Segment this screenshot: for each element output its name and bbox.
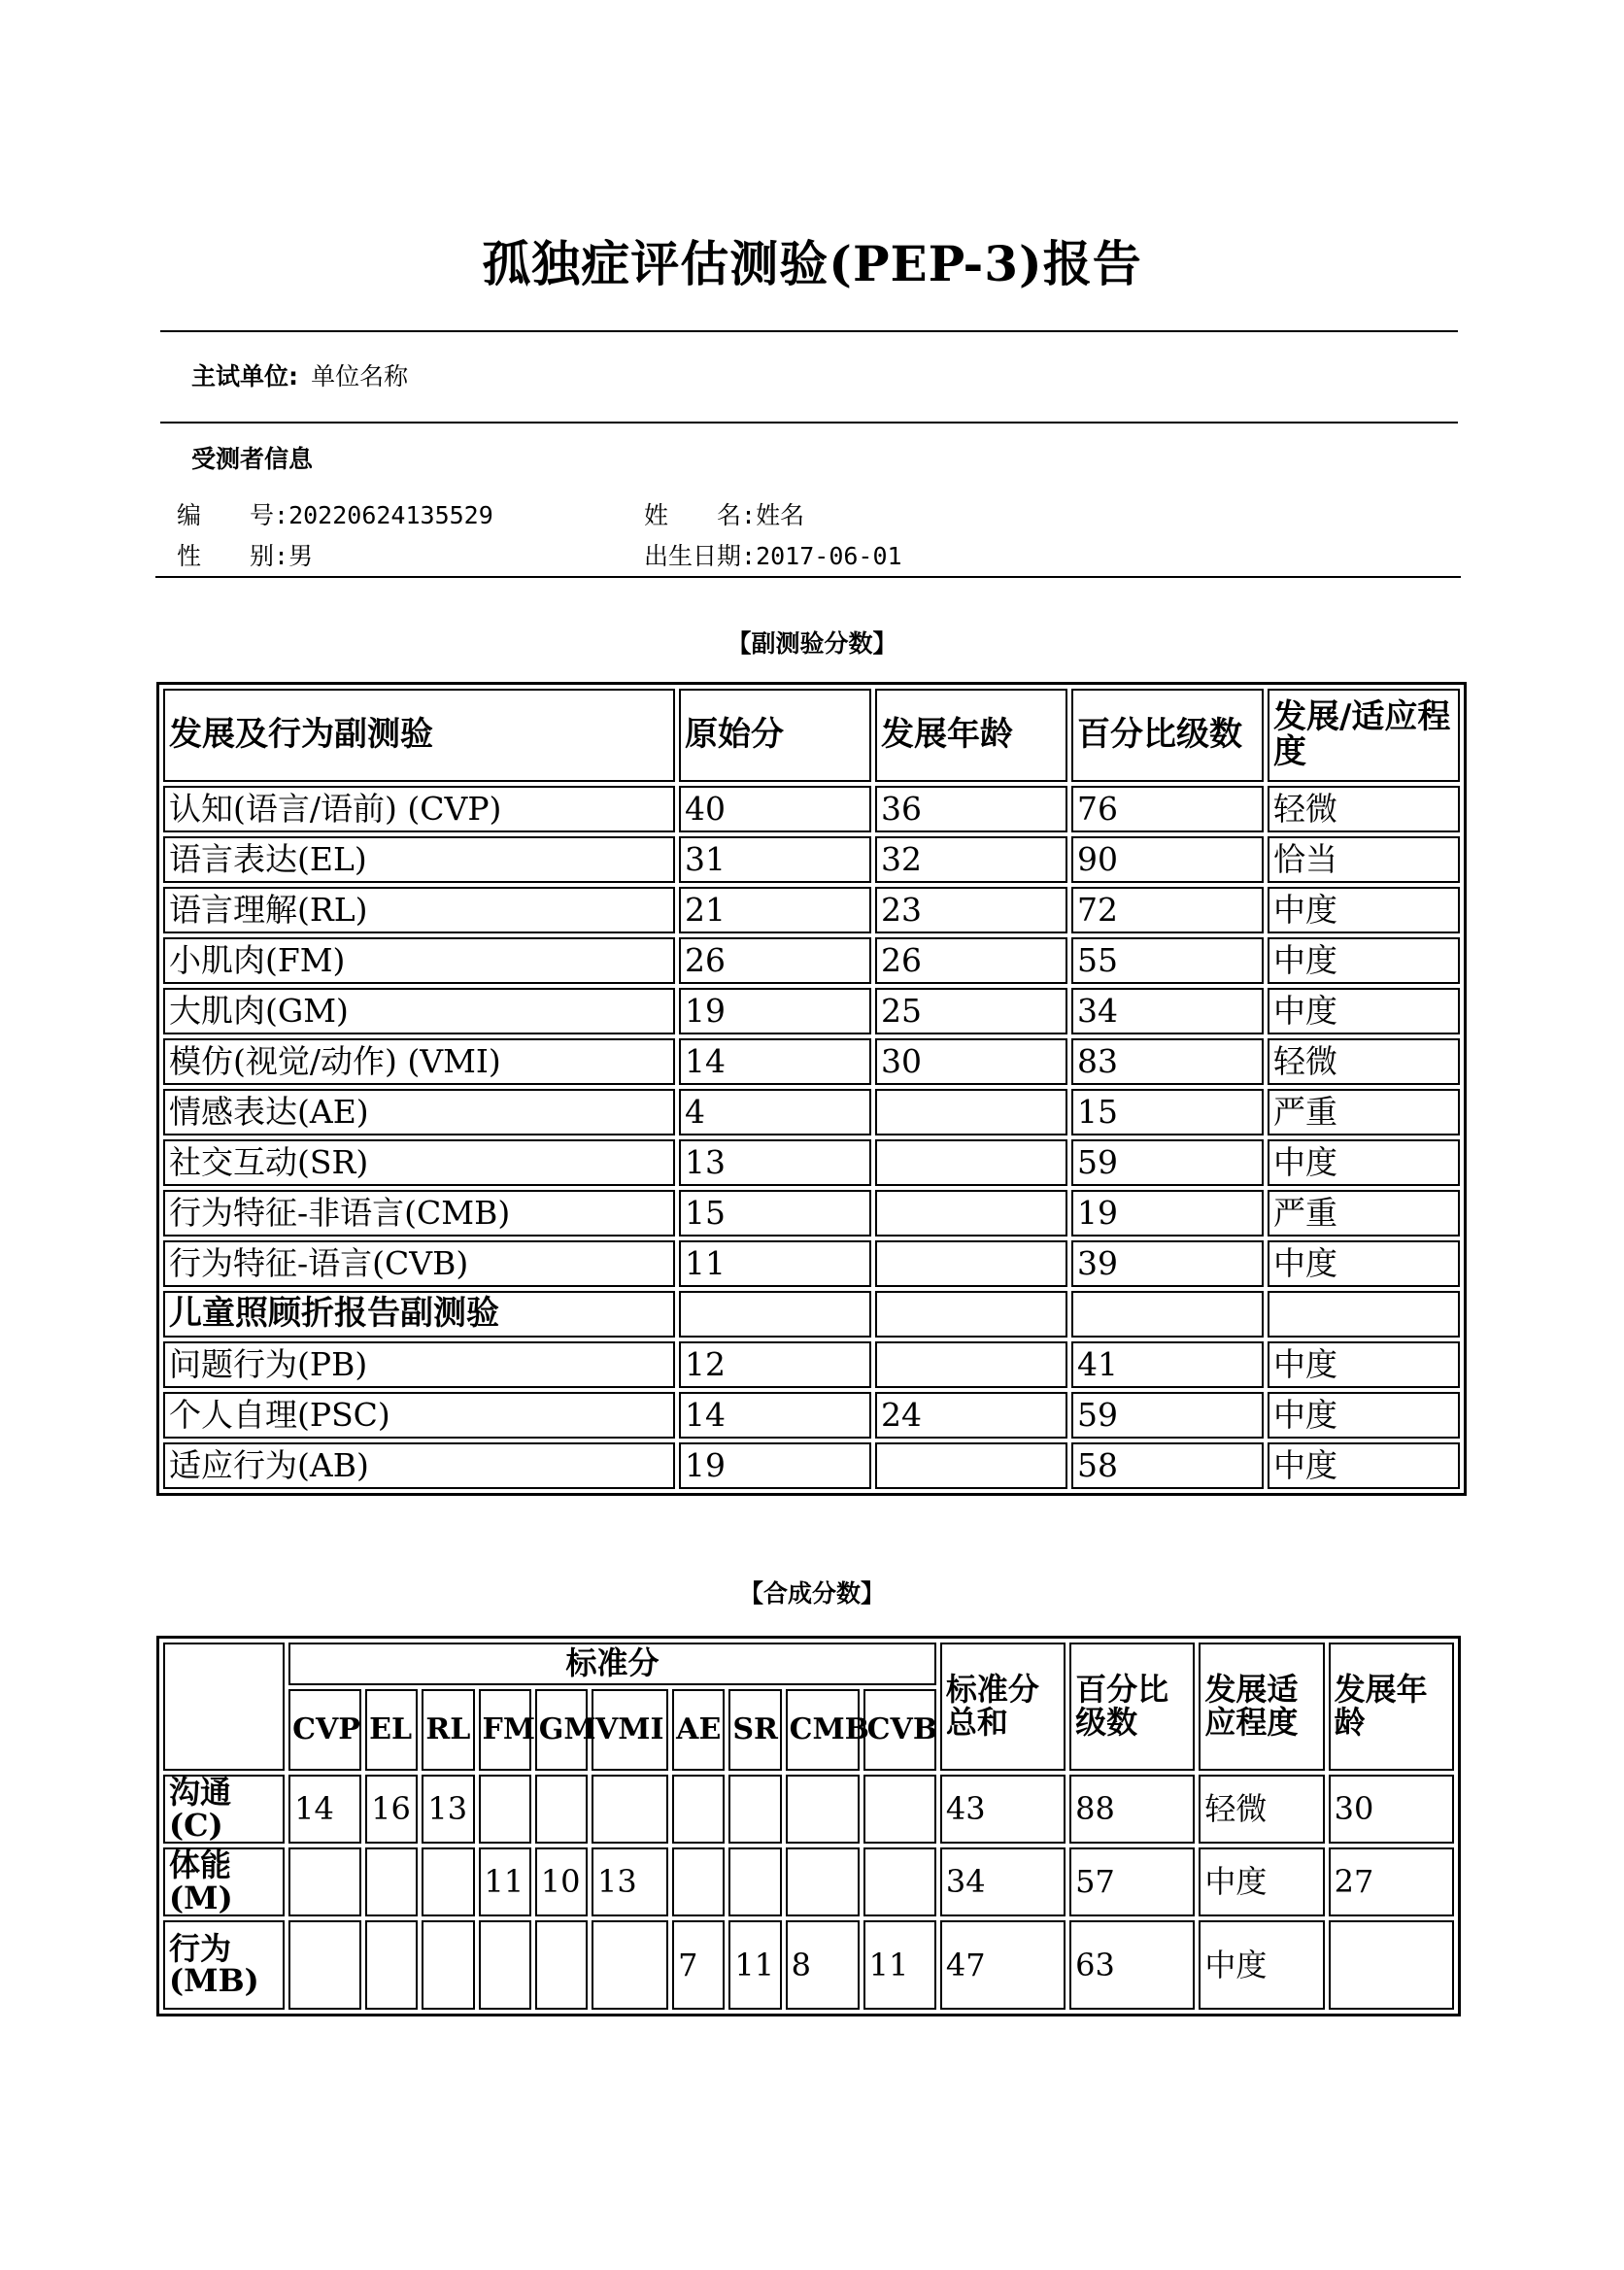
subtest-value-cell: 15 (1071, 1089, 1264, 1135)
subtest-value-cell: 19 (679, 988, 871, 1034)
subtest-row (163, 786, 1460, 832)
subtest-name-cell: 语言理解(RL) (163, 887, 675, 933)
subtest-value-cell: 24 (875, 1392, 1067, 1439)
subtest-value-cell: 32 (875, 836, 1067, 883)
subject-sex-value: 男 (288, 542, 314, 570)
subtest-header-cell: 发展及行为副测验 (163, 689, 675, 782)
subtest-table-body (163, 689, 1460, 1489)
subtest-row (163, 1442, 1460, 1489)
composite-subheader-cell: RL (422, 1689, 474, 1771)
subtest-header-cell: 百分比级数 (1071, 689, 1264, 782)
divider (160, 330, 1458, 332)
subtest-value-cell: 59 (1071, 1392, 1264, 1439)
subject-sex-label: 性 别: (177, 542, 289, 570)
subtest-value-cell (875, 1089, 1067, 1135)
subtest-value-cell (679, 1291, 871, 1338)
composite-age-cell: 30 (1329, 1775, 1454, 1844)
subtest-value-cell: 76 (1071, 786, 1264, 832)
composite-degree-cell: 中度 (1199, 1847, 1324, 1916)
subtest-value-cell: 恰当 (1268, 836, 1460, 883)
subtest-value-cell: 中度 (1268, 887, 1460, 933)
page-title: 孤独症评估测验(PEP-3)报告 (482, 235, 1142, 292)
subtest-value-cell (875, 1291, 1067, 1338)
composite-row-name: 体能(M) (163, 1847, 285, 1916)
subtest-name-cell: 问题行为(PB) (163, 1341, 675, 1388)
subtest-value-cell: 34 (1071, 988, 1264, 1034)
subtest-value-cell (875, 1190, 1067, 1237)
subtest-value-cell: 23 (875, 887, 1067, 933)
subtest-row (163, 1139, 1460, 1186)
composite-score-cell (422, 1847, 474, 1916)
subject-id-value: 20220624135529 (288, 501, 493, 529)
subtest-value-cell (875, 1442, 1067, 1489)
age-header: 发展年龄 (1329, 1643, 1454, 1771)
composite-score-cell (728, 1847, 781, 1916)
divider (160, 422, 1458, 424)
subtest-value-cell (875, 1139, 1067, 1186)
subtest-value-cell: 11 (679, 1240, 871, 1287)
degree-header: 发展适应程度 (1199, 1643, 1324, 1771)
subtest-value-cell: 59 (1071, 1139, 1264, 1186)
subtest-row (163, 1392, 1460, 1439)
composite-row (163, 1847, 1454, 1916)
sum-header: 标准分总和 (940, 1643, 1066, 1771)
composite-score-cell (728, 1775, 781, 1844)
composite-subheader-cell: VMI (592, 1689, 668, 1771)
subtest-value-cell: 轻微 (1268, 786, 1460, 832)
subtest-value-cell: 中度 (1268, 1240, 1460, 1287)
org-value: 单位名称 (311, 362, 409, 390)
subtest-value-cell: 26 (875, 937, 1067, 984)
composite-score-cell (535, 1920, 588, 2010)
composite-score-cell (786, 1847, 860, 1916)
subtest-value-cell: 严重 (1268, 1190, 1460, 1237)
subtest-value-cell: 21 (679, 887, 871, 933)
subtest-value-cell: 58 (1071, 1442, 1264, 1489)
subtest-row (163, 1291, 1460, 1338)
composite-score-cell (365, 1920, 418, 2010)
composite-score-cell: 7 (672, 1920, 725, 2010)
subtest-value-cell: 12 (679, 1341, 871, 1388)
subtest-value-cell: 轻微 (1268, 1038, 1460, 1085)
composite-degree-cell: 中度 (1199, 1920, 1324, 2010)
subtest-value-cell: 中度 (1268, 988, 1460, 1034)
composite-header-row (163, 1643, 1454, 1685)
subtest-value-cell: 19 (1071, 1190, 1264, 1237)
composite-percentile-cell: 88 (1069, 1775, 1195, 1844)
composite-age-cell: 27 (1329, 1847, 1454, 1916)
subtest-row (163, 887, 1460, 933)
subtest-name-cell: 适应行为(AB) (163, 1442, 675, 1489)
composite-score-cell (535, 1775, 588, 1844)
composite-score-cell: 14 (288, 1775, 361, 1844)
composite-corner-cell (163, 1643, 285, 1771)
subtest-value-cell: 40 (679, 786, 871, 832)
composite-subheader-cell: CVB (863, 1689, 936, 1771)
subtest-row (163, 1341, 1460, 1388)
subtest-value-cell: 中度 (1268, 937, 1460, 984)
divider (155, 576, 1461, 578)
composite-score-cell: 10 (535, 1847, 588, 1916)
composite-subheader-cell: SR (728, 1689, 781, 1771)
subtest-value-cell (1071, 1291, 1264, 1338)
subtest-header-cell: 发展/适应程度 (1268, 689, 1460, 782)
composite-score-cell (288, 1847, 361, 1916)
composite-score-cell (288, 1920, 361, 2010)
composite-score-cell: 13 (592, 1847, 668, 1916)
subtest-row (163, 988, 1460, 1034)
composite-score-cell (863, 1847, 936, 1916)
subtest-name-cell: 行为特征-语言(CVB) (163, 1240, 675, 1287)
subtest-value-cell: 14 (679, 1392, 871, 1439)
subtest-name-cell: 行为特征-非语言(CMB) (163, 1190, 675, 1237)
subtest-value-cell: 15 (679, 1190, 871, 1237)
subtest-value-cell: 14 (679, 1038, 871, 1085)
subject-name-value: 姓名 (756, 501, 805, 529)
subtest-header-cell: 原始分 (679, 689, 871, 782)
composite-score-cell (672, 1847, 725, 1916)
composite-sum-cell: 43 (940, 1775, 1066, 1844)
subtest-value-cell: 25 (875, 988, 1067, 1034)
subtest-row (163, 1038, 1460, 1085)
composite-score-cell: 13 (422, 1775, 474, 1844)
composite-row-name: 沟通(C) (163, 1775, 285, 1844)
subtest-value-cell: 31 (679, 836, 871, 883)
subtest-name-cell: 情感表达(AE) (163, 1089, 675, 1135)
subtest-table (156, 682, 1467, 1496)
subtest-value-cell (875, 1341, 1067, 1388)
composite-degree-cell: 轻微 (1199, 1775, 1324, 1844)
subject-id-label: 编 号: (177, 501, 289, 529)
composite-subheader-cell: GM (535, 1689, 588, 1771)
composite-table-body (163, 1643, 1454, 2010)
composite-subheader-cell: AE (672, 1689, 725, 1771)
subtest-name-cell: 模仿(视觉/动作) (VMI) (163, 1038, 675, 1085)
subtest-header-row (163, 689, 1460, 782)
subtest-row (163, 1190, 1460, 1237)
subtest-value-cell: 13 (679, 1139, 871, 1186)
subject-sex (177, 537, 313, 572)
subtest-name-cell: 社交互动(SR) (163, 1139, 675, 1186)
subtest-value-cell: 55 (1071, 937, 1264, 984)
composite-subheader-cell: EL (365, 1689, 418, 1771)
composite-score-cell (422, 1920, 474, 2010)
composite-score-cell (479, 1920, 531, 2010)
composite-score-cell (592, 1920, 668, 2010)
standard-score-header: 标准分 (288, 1643, 936, 1685)
subtest-value-cell: 中度 (1268, 1139, 1460, 1186)
composite-table (156, 1636, 1461, 2016)
composite-row (163, 1920, 1454, 2010)
subtest-header-cell: 发展年龄 (875, 689, 1067, 782)
subtest-value-cell: 72 (1071, 887, 1264, 933)
composite-section-title: 【合成分数】 (738, 1579, 885, 1608)
subtest-row (163, 1240, 1460, 1287)
subtest-value-cell: 83 (1071, 1038, 1264, 1085)
subtest-value-cell: 中度 (1268, 1392, 1460, 1439)
subtest-name-cell: 小肌肉(FM) (163, 937, 675, 984)
org-label: 主试单位: (191, 362, 298, 390)
subtest-value-cell: 26 (679, 937, 871, 984)
subtest-value-cell: 4 (679, 1089, 871, 1135)
org-line (191, 357, 408, 392)
subject-name (644, 496, 804, 531)
composite-score-cell (479, 1775, 531, 1844)
composite-score-cell (365, 1847, 418, 1916)
subtest-row (163, 937, 1460, 984)
composite-score-cell (592, 1775, 668, 1844)
subject-section-title: 受测者信息 (191, 445, 314, 473)
composite-age-cell (1329, 1920, 1454, 2010)
composite-subheader-cell: CVP (288, 1689, 361, 1771)
composite-percentile-cell: 57 (1069, 1847, 1195, 1916)
subtest-value-cell: 严重 (1268, 1089, 1460, 1135)
composite-score-cell: 8 (786, 1920, 860, 2010)
subtest-value-cell: 30 (875, 1038, 1067, 1085)
subtest-row (163, 1089, 1460, 1135)
composite-subheader-cell: CMB (786, 1689, 860, 1771)
composite-score-cell: 11 (863, 1920, 936, 2010)
composite-percentile-cell: 63 (1069, 1920, 1195, 2010)
composite-score-cell (863, 1775, 936, 1844)
subtest-row (163, 836, 1460, 883)
subtest-name-cell: 语言表达(EL) (163, 836, 675, 883)
subtest-value-cell: 中度 (1268, 1341, 1460, 1388)
composite-sum-cell: 47 (940, 1920, 1066, 2010)
subject-id (177, 496, 493, 531)
subject-dob (644, 537, 902, 572)
subject-dob-label: 出生日期: (644, 542, 757, 570)
subtest-name-cell: 认知(语言/语前) (CVP) (163, 786, 675, 832)
composite-score-cell: 16 (365, 1775, 418, 1844)
subject-name-label: 姓 名: (644, 501, 757, 529)
subtest-value-cell: 中度 (1268, 1442, 1460, 1489)
subtest-name-cell: 大肌肉(GM) (163, 988, 675, 1034)
subtest-value-cell (1268, 1291, 1460, 1338)
composite-subheader-cell: FM (479, 1689, 531, 1771)
composite-score-cell: 11 (479, 1847, 531, 1916)
percentile-header: 百分比级数 (1069, 1643, 1195, 1771)
subtest-value-cell: 19 (679, 1442, 871, 1489)
composite-row (163, 1775, 1454, 1844)
composite-score-cell: 11 (728, 1920, 781, 2010)
subtest-value-cell (875, 1240, 1067, 1287)
composite-score-cell (786, 1775, 860, 1844)
composite-sum-cell: 34 (940, 1847, 1066, 1916)
subject-dob-value: 2017-06-01 (756, 542, 902, 570)
subtest-value-cell: 39 (1071, 1240, 1264, 1287)
subtest-name-cell: 个人自理(PSC) (163, 1392, 675, 1439)
subtest-name-cell: 儿童照顾折报告副测验 (163, 1291, 675, 1338)
composite-score-cell (672, 1775, 725, 1844)
subtest-value-cell: 41 (1071, 1341, 1264, 1388)
composite-row-name: 行为(MB) (163, 1920, 285, 2010)
subtest-value-cell: 36 (875, 786, 1067, 832)
subtest-section-title: 【副测验分数】 (727, 629, 897, 658)
subtest-value-cell: 90 (1071, 836, 1264, 883)
